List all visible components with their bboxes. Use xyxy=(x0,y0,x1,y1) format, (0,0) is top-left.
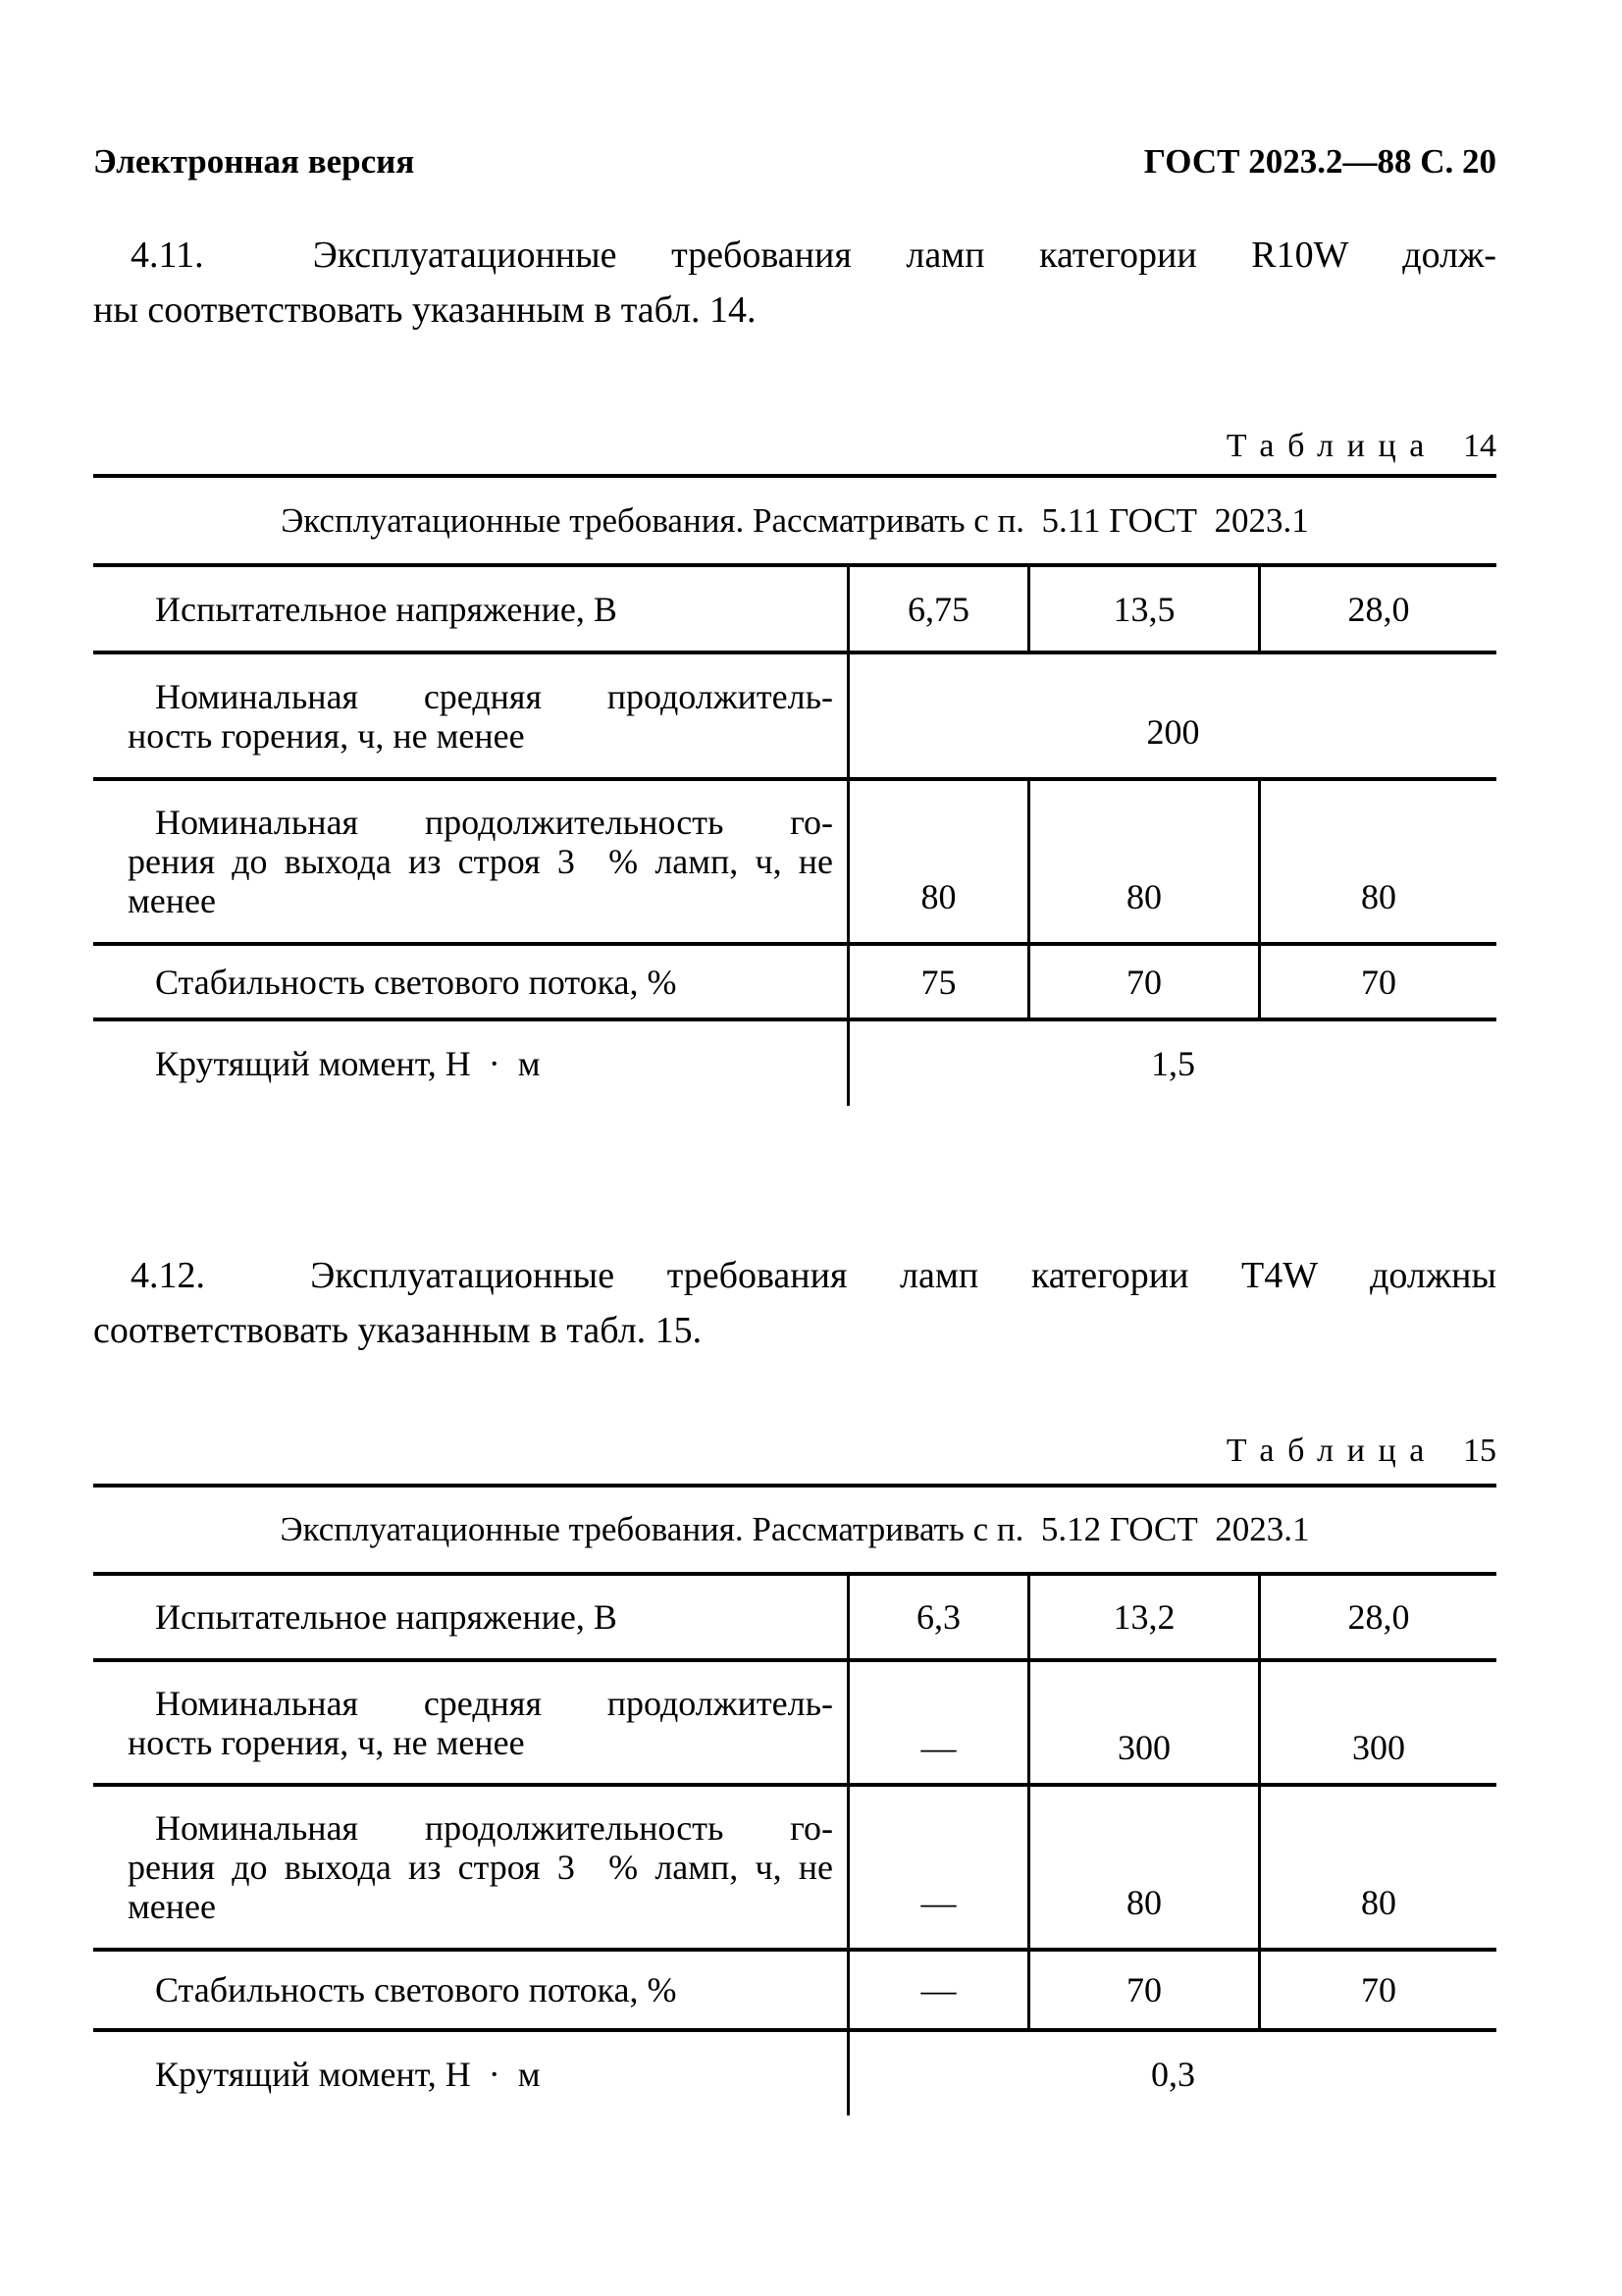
value-cell xyxy=(1261,1952,1496,2028)
cell-value: 70 xyxy=(1361,1970,1396,2009)
row-label-line: рения до выхода из строя 3 % ламп, ч, не xyxy=(128,842,833,881)
table-caption: Эксплуатационные требования. Рассматривать с п. 5.12 ГОСТ 2023.1 xyxy=(280,1510,1310,1548)
row-label-line: Номинальная средняя продолжитель- xyxy=(155,676,833,716)
value-cell xyxy=(1030,781,1261,942)
cell-value: 6,75 xyxy=(908,589,969,629)
value-cell xyxy=(850,567,1030,651)
value-cell xyxy=(1030,1787,1261,1948)
cell-value: 80 xyxy=(1126,877,1162,916)
row-label-line: менее xyxy=(128,881,216,920)
value-cell xyxy=(1030,1952,1261,2028)
cell-value: 28,0 xyxy=(1347,1597,1410,1637)
value-cell xyxy=(850,781,1030,942)
row-label-cell xyxy=(93,1021,850,1106)
row-label-line: Крутящий момент, Н · м xyxy=(155,1044,541,1083)
row-label-line: Номинальная средняя продолжитель- xyxy=(155,1683,833,1723)
cell-value: 80 xyxy=(1126,1883,1162,1922)
row-label-cell xyxy=(93,1576,850,1658)
paragraph-line: 4.12. Эксплуатационные требования ламп категории T4W должны xyxy=(131,1255,1496,1296)
table-row xyxy=(93,781,1496,946)
row-label-line: менее xyxy=(128,1887,216,1926)
row-label-cell xyxy=(93,567,850,651)
value-cell xyxy=(850,1662,1030,1783)
cell-value: — xyxy=(920,1728,957,1767)
cell-value: 80 xyxy=(1361,1883,1396,1922)
table-label-word: Таблица xyxy=(1226,1433,1438,1469)
table-15-label xyxy=(1227,1433,1496,1470)
value-cell xyxy=(850,1787,1030,1948)
table-label-number: 15 xyxy=(1463,1433,1496,1469)
table-row xyxy=(93,654,1496,781)
paragraph-4-11 xyxy=(93,228,1496,338)
table-label-number: 14 xyxy=(1463,428,1496,464)
table-15 xyxy=(93,1484,1496,2115)
row-label-cell xyxy=(93,2032,850,2115)
value-cell xyxy=(1261,1787,1496,1948)
cell-value: 6,3 xyxy=(916,1597,961,1637)
value-cell xyxy=(850,946,1030,1018)
value-cell xyxy=(1261,1662,1496,1783)
value-cell xyxy=(1030,1576,1261,1658)
row-label-cell xyxy=(93,654,850,777)
row-label-line: Крутящий момент, Н · м xyxy=(155,2054,541,2094)
cell-value: 13,2 xyxy=(1113,1597,1176,1637)
cell-value: — xyxy=(920,1883,957,1922)
cell-value: — xyxy=(920,1970,957,2009)
merged-value-cell xyxy=(850,1021,1496,1106)
row-label-cell xyxy=(93,781,850,942)
cell-value: 1,5 xyxy=(1151,1044,1195,1083)
table-row xyxy=(93,1021,1496,1106)
paragraph-line: соответствовать указанным в табл. 15. xyxy=(93,1310,703,1351)
paragraph-line: 4.11. Эксплуатационные требования ламп категории R10W долж- xyxy=(131,235,1496,276)
value-cell xyxy=(1261,946,1496,1018)
value-cell xyxy=(1261,1576,1496,1658)
row-label-line: ность горения, ч, не менее xyxy=(128,715,525,756)
value-cell xyxy=(1030,946,1261,1018)
cell-value: 70 xyxy=(1126,962,1162,1002)
table-caption: Эксплуатационные требования. Рассматривать с п. 5.11 ГОСТ 2023.1 xyxy=(281,500,1309,540)
table-row xyxy=(93,946,1496,1021)
row-label-cell xyxy=(93,1662,850,1783)
page-header xyxy=(93,143,1496,181)
table-row xyxy=(93,1576,1496,1662)
value-cell xyxy=(1261,567,1496,651)
table-row xyxy=(93,1952,1496,2032)
table-14-label xyxy=(1227,428,1496,465)
cell-value: 70 xyxy=(1126,1970,1162,2009)
value-cell xyxy=(1030,567,1261,651)
table-row xyxy=(93,1787,1496,1952)
paragraph-line: ны соответствовать указанным в табл. 14. xyxy=(93,289,757,331)
value-cell xyxy=(850,1952,1030,2028)
table-row xyxy=(93,1662,1496,1787)
cell-value: 300 xyxy=(1352,1728,1405,1767)
paragraph-4-12 xyxy=(93,1248,1496,1358)
row-label-cell xyxy=(93,1952,850,2028)
row-label-line: рения до выхода из строя 3 % ламп, ч, не xyxy=(128,1848,833,1887)
row-label-line: Номинальная продолжительность го- xyxy=(155,1808,833,1848)
row-label-line: Испытательное напряжение, В xyxy=(155,589,617,629)
row-label-cell xyxy=(93,1787,850,1948)
table-caption-row xyxy=(93,478,1496,567)
cell-value: 300 xyxy=(1118,1728,1171,1767)
cell-value: 200 xyxy=(1146,712,1200,752)
row-label-line: Номинальная продолжительность го- xyxy=(155,803,833,842)
table-row xyxy=(93,567,1496,654)
table-caption-row xyxy=(93,1487,1496,1576)
header-edition-label: Электронная версия xyxy=(93,142,415,181)
row-label-line: Стабильность светового потока, % xyxy=(155,962,677,1002)
table-row xyxy=(93,2032,1496,2115)
cell-value: 75 xyxy=(920,962,957,1002)
row-label-cell xyxy=(93,946,850,1018)
cell-value: 80 xyxy=(1361,877,1396,916)
merged-value-cell xyxy=(850,2032,1496,2115)
value-cell xyxy=(1030,1662,1261,1783)
row-label-line: Испытательное напряжение, В xyxy=(155,1597,617,1637)
value-cell xyxy=(850,1576,1030,1658)
header-gost-number: ГОСТ 2023.2—88 С. 20 xyxy=(1143,142,1496,181)
row-label-line: ность горения, ч, не менее xyxy=(128,1722,525,1762)
cell-value: 0,3 xyxy=(1151,2054,1195,2094)
cell-value: 13,5 xyxy=(1113,589,1176,629)
row-label-line: Стабильность светового потока, % xyxy=(155,1970,677,2009)
table-14 xyxy=(93,474,1496,1106)
cell-value: 80 xyxy=(920,877,957,916)
table-label-word: Таблица xyxy=(1226,428,1438,464)
cell-value: 70 xyxy=(1361,962,1396,1002)
value-cell xyxy=(1261,781,1496,942)
cell-value: 28,0 xyxy=(1347,589,1410,629)
merged-value-cell xyxy=(850,654,1496,777)
